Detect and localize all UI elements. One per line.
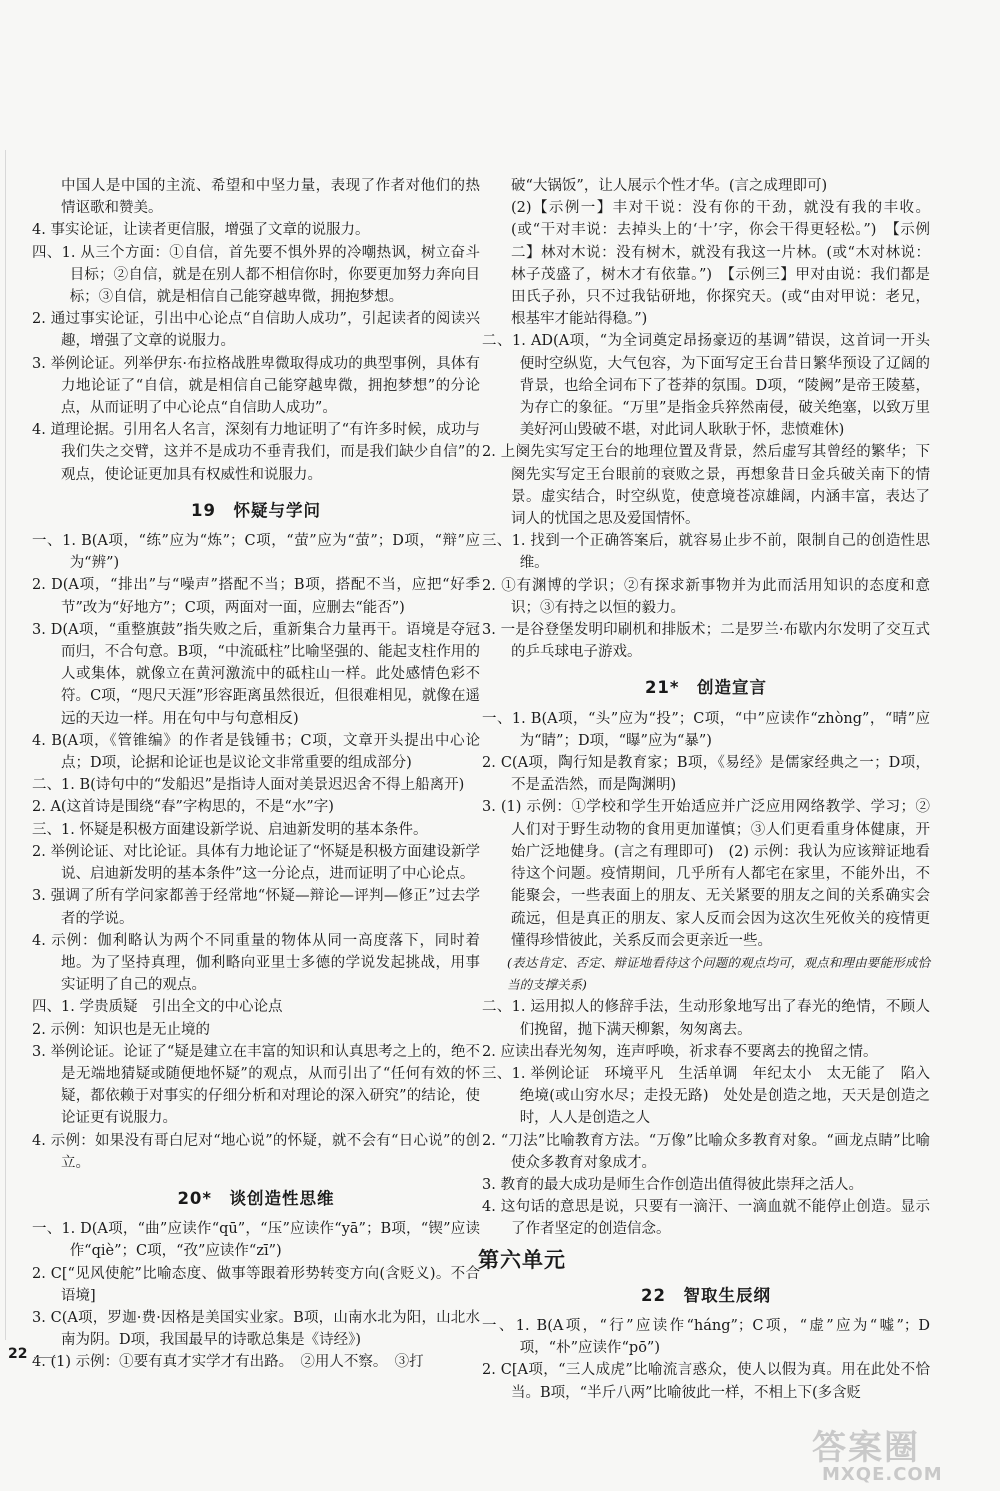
- paragraph: 3. 强调了所有学问家都善于经常地“怀疑—辩论—评判—修正”过去学者的学说。: [32, 888, 480, 927]
- paragraph: (2)【示例一】丰对干说：没有你的干劲，就没有我的丰收。(或“干对丰说：去掉头上的‘十’字，你会干得更轻松。”) 【示例二】林对木说：没有树木，就没有我这一片林。(或“木对林说：林子茂盛了，树木才有依靠。”) 【示例三】甲对由说：我们都是田氏子孙，只不过我钻研地，你探究天。(或“由对甲说：老兄，根基牢才能站得稳。”): [511, 200, 930, 328]
- paragraph: 2. ①有渊博的学识；②有探求新事物并为此而活用知识的态度和意识；③有持之以恒的毅力。: [482, 577, 930, 616]
- paragraph: 三、1. 怀疑是积极方面建设新学说、启迪新发明的基本条件。: [32, 821, 428, 838]
- paragraph: 2. 应读出春光匆匆，连声呼唤，祈求春不要离去的挽留之情。: [482, 1043, 878, 1060]
- paragraph: 二、1. 运用拟人的修辞手法，生动形象地写出了春光的绝情，不顾人们挽留，抛下满天柳絮，匆匆离去。: [482, 999, 930, 1038]
- paragraph: 3. 教育的最大成功是师生合作创造出值得彼此崇拜之活人。: [482, 1176, 863, 1193]
- paragraph: 3. D(A项，“重整旗鼓”指失败之后，重新集合力量再干。语境是夺冠而归，不合句意。B项，“中流砥柱”比喻坚强的、能起支柱作用的人或集体，就像立在黄河激流中的砥柱山一样。此处感情色彩不符。C项，“咫尺天涯”形容距离虽然很近，但很难相见，就像在遥远的天边一样。用在句中与句意相反): [32, 621, 480, 727]
- watermark-logo: 答案圈: [812, 1428, 920, 1468]
- answer-note: (表达肯定、否定、辩证地看待这个问题的观点均可，观点和理由要能形成恰当的支撑关系): [507, 954, 930, 993]
- paragraph: 2. A(这首诗是围绕“春”字构思的，不是“水”字): [32, 799, 334, 816]
- paragraph: 4. (1) 示例：①要有真才实学才有出路。 ②用人不察。 ③打: [32, 1354, 424, 1371]
- watermark-site: MXQE.COM: [822, 1464, 943, 1485]
- paragraph: 3. 举例论证。论证了“疑是建立在丰富的知识和认真思考之上的，绝不是无端地猜疑或随便地怀疑”的观点，从而引出了“任何有效的怀疑，都依赖于对事实的仔细分析和对理论的深入研究”的结论，使论证更有说服力。: [32, 1043, 480, 1127]
- left-column: [32, 175, 480, 1374]
- paragraph: 4. 道理论据。引用名人名言，深刻有力地证明了“有许多时候，成功与我们失之交臂，这并不是成功不垂青我们，而是我们缺少自信”的观点，使论证更加具有权威性和说服力。: [32, 422, 480, 483]
- paragraph: 3. 一是谷登堡发明印刷机和排版术；二是罗兰·布歇内尔发明了交互式的乒乓球电子游戏。: [482, 622, 930, 661]
- section-title-19: 19 怀疑与学问: [191, 500, 321, 520]
- right-column: [478, 175, 930, 1404]
- paragraph: 三、1. 举例论证 环境平凡 生活单调 年纪太小 太无能了 陷入绝境(或山穷水尽；走投无路) 处处是创造之地，天天是创造之时，人人是创造之人: [482, 1065, 930, 1127]
- paragraph: 一、1. D(A项，“曲”应读作“qū”，“压”应读作“yā”；B项，“锲”应读作“qiè”；C项，“孜”应读作“zī”): [32, 1221, 480, 1260]
- paragraph: 2. C(A项，陶行知是教育家；B项，《易经》是儒家经典之一；D项，不是孟浩然，而是陶渊明): [482, 755, 930, 794]
- paragraph: 中国人是中国的主流、希望和中坚力量，表现了作者对他们的热情讴歌和赞美。: [61, 178, 480, 217]
- section-title-22: 22 智取生辰纲: [641, 1285, 771, 1305]
- paragraph: 4. 示例：伽利略认为两个不同重量的物体从同一高度落下，同时着地。为了坚持真理，伽利略向亚里士多德的学说发起挑战，用事实证明了自己的观点。: [32, 932, 480, 994]
- unit-title: 第六单元: [478, 1247, 566, 1272]
- paragraph: 一、1. B(A项，“行”应读作“háng”；C项，“虚”应为“嘘”；D项，“朴”应读作“pō”): [482, 1317, 930, 1357]
- paragraph: 2. D(A项，“排出”与“噪声”搭配不当；B项，搭配不当，应把“好季节”改为“好地方”；C项，两面对一面，应删去“能否”): [32, 577, 480, 616]
- paragraph: 三、1. 找到一个正确答案后，就容易止步不前，限制自己的创造性思维。: [482, 533, 930, 572]
- paragraph: 四、1. 学贵质疑 引出全文的中心论点: [32, 999, 283, 1016]
- paragraph: 2. 示例：知识也是无止境的: [32, 1021, 210, 1038]
- paragraph: 3. (1) 示例：①学校和学生开始适应并广泛应用网络教学、学习；②人们对于野生动物的食用更加谨慎；③人们更看重身体健康，开始广泛地健身。(言之有理即可) (2) 示例：我认为应该辩证地看待这个问题。疫情期间，几乎所有人都宅在家里，不能外出，不能聚会，一些表面上的朋友、无关紧要的朋友之间的关系确实会疏远，但是真正的朋友、家人反而会因为这次生死攸关的疫情更懂得珍惜彼此，关系反而会更亲近一些。: [482, 799, 930, 949]
- section-title-21: 21* 创造宣言: [644, 678, 768, 698]
- paragraph: 2. C[“见风使舵”比喻态度、做事等跟着形势转变方向(含贬义)。不合语境]: [32, 1265, 480, 1304]
- paragraph: 4. B(A项，《管锥编》的作者是钱锺书；C项，文章开头提出中心论点；D项，论据和论证也是议论文非常重要的组成部分): [32, 732, 480, 772]
- section-title-20: 20* 谈创造性思维: [177, 1188, 335, 1208]
- paragraph: 一、1. B(A项，“头”应为“投”；C项，“中”应读作“zhòng”，“晴”应为“睛”；D项，“曝”应为“暴”): [482, 710, 930, 749]
- page-edge-line: [5, 150, 6, 1340]
- paragraph: 二、1. B(诗句中的“发船迟”是指诗人面对美景迟迟舍不得上船离开): [32, 777, 465, 794]
- paragraph: 4. 这句话的意思是说，只要有一滴汗、一滴血就不能停止创造。显示了作者坚定的创造信念。: [482, 1199, 930, 1238]
- paragraph: 4. 示例：如果没有哥白尼对“地心说”的怀疑，就不会有“日心说”的创立。: [32, 1132, 480, 1171]
- paragraph: 2. 通过事实论证，引出中心论点“自信助人成功”，引起读者的阅读兴趣，增强了文章的说服力。: [32, 311, 480, 350]
- paragraph: 3. 举例论证。列举伊东·布拉格战胜卑微取得成功的典型事例，具体有力地论证了“自信，就是相信自己能穿越卑微，拥抱梦想”的分论点，从而证明了中心论点“自信助人成功”。: [32, 355, 480, 417]
- paragraph: 破“大锅饭”，让人展示个性才华。(言之成理即可): [511, 178, 828, 194]
- paragraph: 2. 上阕先实写定王台的地理位置及背景，然后虚写其曾经的繁华；下阕先实写定王台眼前的衰败之景，再想象昔日金兵破关南下的情景。虚实结合，时空纵览，使意境苍凉雄阔，内涵丰富，表达了词人的忧国之思及爱国情怀。: [482, 444, 930, 528]
- paragraph: 二、1. AD(A项，“为全词奠定昂扬豪迈的基调”错误，这首词一开头便时空纵览，大气包容，为下面写定王台昔日繁华预设了辽阔的背景，也给全词布下了苍莽的氛围。D项，“陵阙”是帝王陵墓，为存亡的象征。“万里”是指金兵猝然南侵，破关绝塞，以致万里美好河山毁破不堪，对此词人耿耿于怀，悲愤难休): [482, 333, 930, 439]
- page-number: 22: [8, 1346, 28, 1362]
- paragraph: 2. C[A项，“三人成虎”比喻流言惑众，使人以假为真。用在此处不恰当。B项，“半斤八两”比喻彼此一样，不相上下(多含贬: [482, 1362, 930, 1401]
- page-number-rule: [34, 1357, 56, 1358]
- paragraph: 一、1. B(A项，“练”应为“炼”；C项，“萤”应为“萤”；D项，“辩”应为“辨”): [32, 533, 480, 572]
- paragraph: 2. 举例论证、对比论证。具体有力地论证了“怀疑是积极方面建设新学说、启迪新发明的基本条件”这一分论点，进而证明了中心论点。: [32, 843, 480, 883]
- watermark: [800, 1420, 985, 1490]
- paragraph: 4. 事实论证，让读者更信服，增强了文章的说服力。: [32, 222, 370, 239]
- paragraph: 3. C(A项，罗迦·费·因格是美国实业家。B项，山南水北为阳，山北水南为阴。D项，我国最早的诗歌总集是《诗经》): [32, 1309, 480, 1349]
- paragraph: 2. “刀法”比喻教育方法。“万像”比喻众多教育对象。“画龙点睛”比喻使众多教育对象成才。: [482, 1132, 930, 1171]
- paragraph: 四、1. 从三个方面：①自信，首先要不惧外界的冷嘲热讽，树立奋斗目标；②自信，就是在别人都不相信你时，你要更加努力奔向目标；③自信，就是相信自己能穿越卑微，拥抱梦想。: [32, 244, 480, 306]
